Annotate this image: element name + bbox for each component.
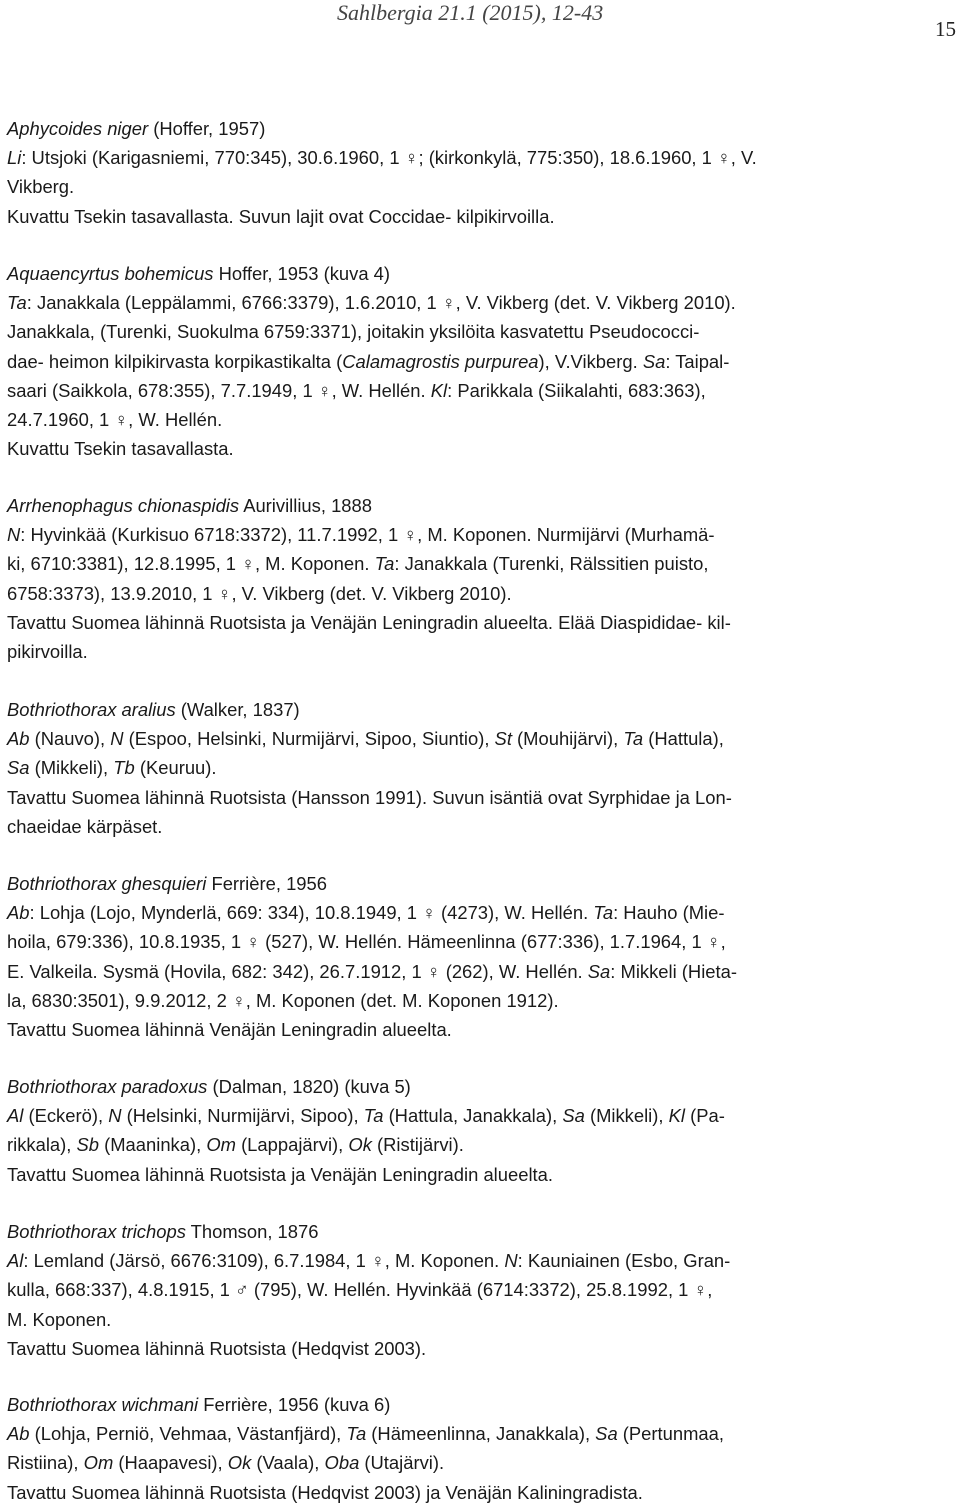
- text-run: ), V.Vikberg.: [538, 350, 643, 372]
- italic-text: Arrhenophagus chionaspidis: [7, 495, 240, 516]
- italic-text: Ab: [7, 902, 30, 924]
- italic-text: Sa: [642, 350, 666, 372]
- text-run: Hoffer, 1953 (kuva 4): [213, 263, 391, 284]
- species-heading: [7, 1072, 953, 1101]
- italic-text: Kl: [668, 1105, 685, 1127]
- text-run: la, 6830:3501), 9.9.2012, 2 ♀, M. Koponen (det. M. Koponen 1912).: [7, 989, 559, 1011]
- entry-line: [7, 202, 953, 231]
- entry-line: [7, 434, 953, 463]
- italic-text: St: [494, 728, 512, 750]
- entry-line: [7, 1101, 953, 1130]
- species-entry: [7, 1072, 953, 1189]
- text-run: : Janakkala (Turenki, Rälssitien puisto,: [394, 553, 709, 575]
- text-run: (Mikkeli),: [29, 757, 114, 779]
- italic-text: Bothriothorax ghesquieri: [7, 873, 207, 894]
- text-run: Tavattu Suomea lähinnä Ruotsista (Hedqvist 2003).: [7, 1337, 427, 1359]
- text-run: (Keuruu).: [134, 757, 217, 779]
- text-run: E. Valkeila. Sysmä (Hovila, 682: 342), 26.7.1912, 1 ♀ (262), W. Hellén.: [7, 960, 588, 982]
- text-run: rikkala),: [7, 1134, 77, 1156]
- species-heading: [7, 1217, 953, 1246]
- italic-text: Ta: [7, 292, 27, 314]
- text-run: Vikberg.: [7, 176, 75, 198]
- text-run: : Hauho (Mie-: [613, 902, 725, 924]
- entry-line: [7, 927, 953, 956]
- species-entry: [7, 1217, 953, 1363]
- text-run: (Mikkeli),: [584, 1105, 669, 1127]
- entry-line: [7, 143, 953, 172]
- italic-text: N: [7, 524, 21, 546]
- text-run: chaeidae kärpäset.: [7, 815, 163, 837]
- entry-line: [7, 1419, 953, 1448]
- text-run: 6758:3373), 13.9.2010, 1 ♀, V. Vikberg (det. V. Vikberg 2010).: [7, 582, 512, 604]
- italic-text: Sb: [76, 1134, 99, 1156]
- text-run: : Taipal-: [665, 350, 730, 372]
- entry-line: [7, 1305, 953, 1334]
- entry-line: [7, 783, 953, 812]
- entry-line: [7, 347, 953, 376]
- italic-text: Ta: [593, 902, 614, 924]
- text-run: Tavattu Suomea lähinnä Ruotsista (Hedqvist 2003) ja Venäjän Kaliningradista.: [7, 1481, 643, 1503]
- species-heading: [7, 259, 953, 288]
- entry-line: [7, 1160, 953, 1189]
- text-run: dae- heimon kilpikirvasta korpikastikalta (: [7, 350, 343, 372]
- text-run: Kuvattu Tsekin tasavallasta. Suvun lajit ovat Coccidae- kilpikirvoilla.: [7, 205, 555, 227]
- species-entry: [7, 114, 953, 231]
- entry-line: [7, 1334, 953, 1363]
- text-run: Tavattu Suomea lähinnä Ruotsista ja Venäjän Leningradin alueelta.: [7, 1163, 553, 1185]
- text-run: (Mouhijärvi),: [511, 728, 624, 750]
- text-run: : Utsjoki (Karigasniemi, 770:345), 30.6.1960, 1 ♀; (kirkonkylä, 775:350), 18.6.1960, 1 ♀, V.: [21, 147, 757, 169]
- text-run: Tavattu Suomea lähinnä Ruotsista (Hansson 1991). Suvun isäntiä ovat Syrphidae ja Lon-: [7, 786, 732, 808]
- text-run: ki, 6710:3381), 12.8.1995, 1 ♀, M. Koponen.: [7, 553, 375, 575]
- italic-text: Ok: [227, 1452, 252, 1474]
- italic-text: Oba: [324, 1452, 360, 1474]
- text-run: M. Koponen.: [7, 1308, 112, 1330]
- italic-text: Sa: [595, 1423, 618, 1445]
- entry-line: [7, 317, 953, 346]
- entry-line: [7, 1246, 953, 1275]
- italic-text: Bothriothorax wichmani: [7, 1394, 199, 1415]
- italic-text: Ab: [7, 1423, 30, 1445]
- species-entry: [7, 869, 953, 1044]
- text-run: 24.7.1960, 1 ♀, W. Hellén.: [7, 409, 223, 431]
- text-run: : Hyvinkää (Kurkisuo 6718:3372), 11.7.1992, 1 ♀, M. Koponen. Nurmijärvi (Murhamä-: [20, 524, 715, 546]
- italic-text: N: [110, 728, 124, 750]
- italic-text: Al: [7, 1105, 24, 1127]
- italic-text: Ta: [623, 728, 644, 750]
- text-run: (Vaala),: [251, 1452, 325, 1474]
- entry-line: [7, 724, 953, 753]
- entry-line: [7, 549, 953, 578]
- text-run: Tavattu Suomea lähinnä Venäjän Leningradin alueelta.: [7, 1019, 452, 1041]
- species-heading: [7, 1390, 953, 1419]
- text-run: (Haapavesi),: [113, 1452, 228, 1474]
- text-run: (Pa-: [684, 1105, 725, 1127]
- text-run: (Pertunmaa,: [617, 1423, 724, 1445]
- text-run: Ferrière, 1956: [206, 873, 327, 894]
- italic-text: Om: [206, 1134, 236, 1156]
- text-run: Kuvattu Tsekin tasavallasta.: [7, 438, 234, 460]
- italic-text: Sa: [562, 1105, 585, 1127]
- text-run: saari (Saikkola, 678:355), 7.7.1949, 1 ♀, W. Hellén.: [7, 379, 431, 401]
- text-run: (Dalman, 1820) (kuva 5): [207, 1076, 411, 1097]
- entry-line: [7, 608, 953, 637]
- text-run: Tavattu Suomea lähinnä Ruotsista ja Venäjän Leningradin alueelta. Elää Diaspididae- kil-: [7, 611, 731, 633]
- text-run: (Utajärvi).: [359, 1452, 445, 1474]
- text-run: (Nauvo),: [29, 728, 111, 750]
- entry-line: [7, 986, 953, 1015]
- italic-text: Ok: [348, 1134, 372, 1156]
- italic-text: Ab: [7, 728, 30, 750]
- text-run: (Eckerö),: [23, 1105, 109, 1127]
- entry-line: [7, 376, 953, 405]
- entry-line: [7, 1448, 953, 1477]
- entry-line: [7, 1015, 953, 1044]
- text-run: : Parikkala (Siikalahti, 683:363),: [447, 379, 706, 401]
- entry-line: [7, 405, 953, 434]
- italic-text: Sa: [587, 960, 611, 982]
- text-run: (Lappajärvi),: [235, 1134, 349, 1156]
- text-run: (Lohja, Perniö, Vehmaa, Västanfjärd),: [29, 1423, 347, 1445]
- text-run: (Hattula, Janakkala),: [383, 1105, 563, 1127]
- entry-line: [7, 520, 953, 549]
- entry-line: [7, 812, 953, 841]
- italic-text: Ta: [363, 1105, 384, 1127]
- text-run: : Kauniainen (Esbo, Gran-: [517, 1250, 731, 1272]
- italic-text: Al: [7, 1250, 24, 1272]
- text-run: Ferrière, 1956 (kuva 6): [198, 1394, 391, 1415]
- entry-line: [7, 957, 953, 986]
- species-heading: [7, 869, 953, 898]
- text-run: : Mikkeli (Hieta-: [610, 960, 737, 982]
- text-run: kulla, 668:337), 4.8.1915, 1 ♂ (795), W. Hellén. Hyvinkää (6714:3372), 25.8.1992, 1 ♀,: [7, 1279, 713, 1301]
- text-run: : Janakkala (Leppälammi, 6766:3379), 1.6.2010, 1 ♀, V. Vikberg (det. V. Vikberg 2010).: [26, 292, 736, 314]
- text-run: Thomson, 1876: [185, 1221, 319, 1242]
- text-run: (Maaninka),: [99, 1134, 207, 1156]
- italic-text: Calamagrostis purpurea: [342, 350, 539, 372]
- text-run: (Walker, 1837): [175, 699, 300, 720]
- entry-line: [7, 579, 953, 608]
- italic-text: Aphycoides niger: [7, 118, 149, 139]
- italic-text: Om: [83, 1452, 114, 1474]
- entry-line: [7, 288, 953, 317]
- italic-text: N: [108, 1105, 122, 1127]
- text-run: (Espoo, Helsinki, Nurmijärvi, Sipoo, Siuntio),: [123, 728, 495, 750]
- text-run: (Ristijärvi).: [371, 1134, 464, 1156]
- text-run: (Hoffer, 1957): [148, 118, 266, 139]
- italic-text: Bothriothorax trichops: [7, 1221, 186, 1242]
- entry-line: [7, 898, 953, 927]
- italic-text: Ta: [374, 553, 395, 575]
- text-run: (Helsinki, Nurmijärvi, Sipoo),: [121, 1105, 364, 1127]
- text-run: : Lohja (Lojo, Mynderlä, 669: 334), 10.8.1949, 1 ♀ (4273), W. Hellén.: [29, 902, 594, 924]
- entry-line: [7, 172, 953, 201]
- italic-text: N: [504, 1250, 518, 1272]
- entry-line: [7, 1478, 953, 1507]
- entry-line: [7, 637, 953, 666]
- species-heading: [7, 114, 953, 143]
- italic-text: Li: [7, 147, 22, 169]
- species-heading: [7, 491, 953, 520]
- italic-text: Kl: [430, 379, 448, 401]
- entry-line: [7, 1130, 953, 1159]
- running-head: Sahlbergia 21.1 (2015), 12-43: [337, 0, 604, 25]
- italic-text: Bothriothorax paradoxus: [7, 1076, 208, 1097]
- text-run: (Hämeenlinna, Janakkala),: [366, 1423, 596, 1445]
- text-run: (Hattula),: [643, 728, 724, 750]
- species-entry: [7, 1390, 953, 1507]
- species-entry: [7, 259, 953, 463]
- italic-text: Bothriothorax aralius: [7, 699, 176, 720]
- text-run: pikirvoilla.: [7, 641, 88, 663]
- text-run: Aurivillius, 1888: [239, 495, 372, 516]
- text-run: : Lemland (Järsö, 6676:3109), 6.7.1984, 1 ♀, M. Koponen.: [23, 1250, 505, 1272]
- species-entry: [7, 695, 953, 841]
- species-entry: [7, 491, 953, 666]
- page-number: 15: [935, 17, 956, 41]
- italic-text: Sa: [7, 757, 30, 779]
- italic-text: Ta: [346, 1423, 367, 1445]
- italic-text: Aquaencyrtus bohemicus: [7, 263, 214, 284]
- entry-line: [7, 753, 953, 782]
- italic-text: Tb: [113, 757, 135, 779]
- text-run: hoila, 679:336), 10.8.1935, 1 ♀ (527), W. Hellén. Hämeenlinna (677:336), 1.7.1964, 1 ♀,: [7, 931, 726, 953]
- entry-line: [7, 1275, 953, 1304]
- species-heading: [7, 695, 953, 724]
- text-run: Janakkala, (Turenki, Suokulma 6759:3371), joitakin yksilöita kasvatettu Pseudococci-: [7, 321, 700, 343]
- text-run: Ristiina),: [7, 1452, 84, 1474]
